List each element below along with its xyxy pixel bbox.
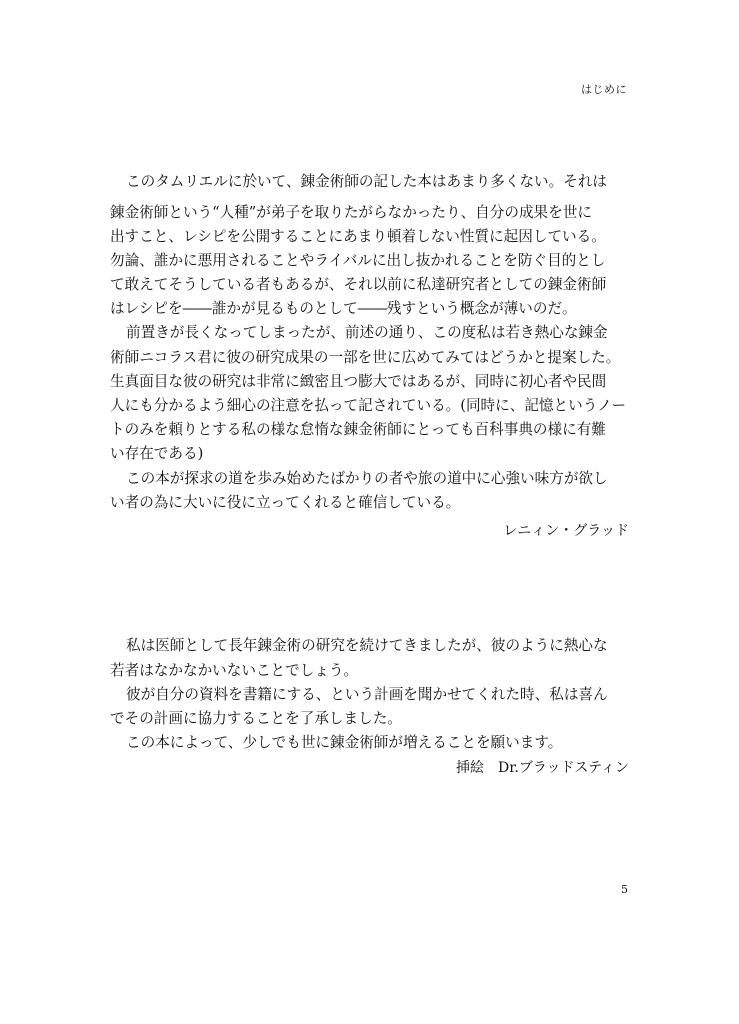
paragraph-line: 私は医師として長年錬金術の研究を続けてきましたが、彼のように熱心な xyxy=(126,637,608,654)
paragraph-line: このタムリエルに於いて、錬金術師の記した本はあまり多くない。それは xyxy=(126,173,608,190)
paragraph-line: でその計画に協力することを了承しました。 xyxy=(110,710,402,727)
paragraph-line: 出すこと、レシピを公開することにあまり頓着しない性質に起因している。 xyxy=(110,228,606,245)
paragraph-line: 彼が自分の資料を書籍にする、という計画を聞かせてくれた時、私は喜ん xyxy=(126,686,608,703)
author-signature: レニィン・グラッド xyxy=(503,523,629,539)
paragraph-line: 勿論、誰かに悪用されることやライバルに出し抜かれることを防ぐ目的とし xyxy=(110,252,606,269)
paragraph-line: はレシピを――誰かが見るものとして――残すという概念が薄いのだ。 xyxy=(110,300,577,317)
paragraph-line: い者の為に大いに役に立ってくれると確信している。 xyxy=(110,494,461,511)
paragraph-line: て敢えてそうしている者もあるが、それ以前に私達研究者としての錬金術師 xyxy=(110,276,607,293)
paragraph-line: 錬金術師という“人種”が弟子を取りたがらなかったり、自分の成果を世に xyxy=(110,204,592,221)
paragraph-line: この本が探求の道を歩み始めたばかりの者や旅の道中に心強い味方が欲し xyxy=(126,470,608,487)
paragraph-line: この本によって、少しでも世に錬金術師が増えることを願います。 xyxy=(126,734,563,751)
illustrator-signature: 挿絵 Dr.ブラッドスティン xyxy=(455,760,629,776)
paragraph-line: 人にも分かるよう細心の注意を払って記されている。(同時に、記憶というノー xyxy=(110,397,627,414)
paragraph-line: 術師ニコラス君に彼の研究成果の一部を世に広めてみてはどうかと提案した。 xyxy=(110,349,621,366)
paragraph-line: 生真面目な彼の研究は非常に緻密且つ膨大ではあるが、同時に初心者や民間 xyxy=(110,373,607,390)
paragraph-line: 前置きが長くなってしまったが、前述の通り、この度私は若き熱心な錬金 xyxy=(126,324,608,341)
paragraph-line: トのみを頼りとする私の様な怠惰な錬金術師にとっても百科事典の様に有難 xyxy=(110,421,606,438)
running-head: はじめに xyxy=(581,83,627,96)
page-number: 5 xyxy=(621,883,628,896)
paragraph-line: い存在である) xyxy=(110,445,204,462)
paragraph-line: 若者はなかなかいないことでしょう。 xyxy=(110,662,359,679)
